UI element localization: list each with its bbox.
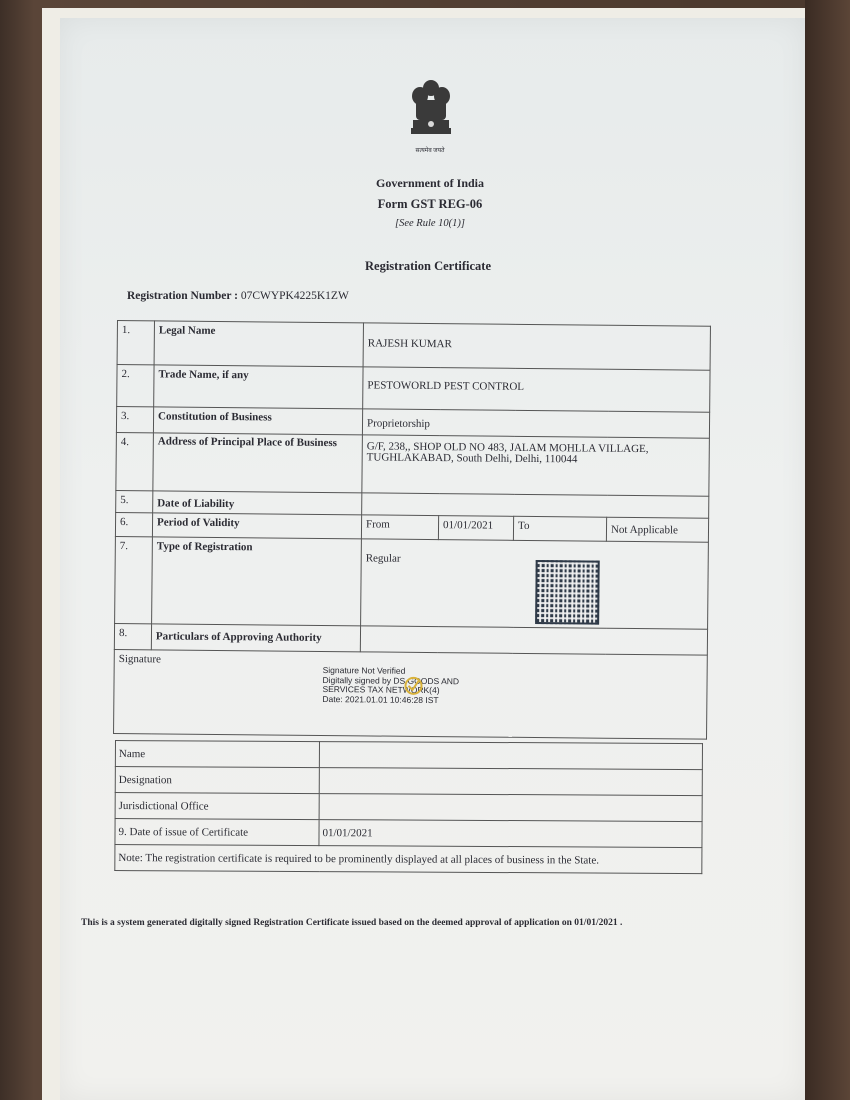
trade-name-value: PESTOWORLD PEST CONTROL (363, 367, 710, 412)
rule-reference: [See Rule 10(1)] (395, 218, 465, 229)
legal-name-label: Legal Name (154, 321, 363, 367)
approving-authority-label: Particulars of Approving Authority (151, 624, 360, 652)
address-value: G/F, 238,, SHOP OLD NO 483, JALAM MOHLLA VILLAGE, TUGHLAKABAD, South Delhi, Delhi, 110044 (362, 435, 710, 496)
trade-name-label: Trade Name, if any (154, 365, 363, 409)
issue-date-value: 01/01/2021 (319, 820, 702, 848)
constitution-label: Constitution of Business (153, 407, 362, 435)
validity-from-label: From (361, 515, 438, 540)
table-row (115, 536, 709, 629)
table-row (117, 321, 710, 371)
registration-number-label: Registration Number : (127, 290, 238, 302)
table-row (115, 845, 702, 874)
table-row (116, 432, 710, 496)
table-row (115, 741, 702, 770)
registration-number-value: 07CWYPK4225K1ZW (240, 290, 349, 302)
jurisdictional-office-label: Jurisdictional Office (115, 793, 319, 820)
row-number: 5. (116, 490, 153, 512)
table-row (117, 365, 710, 413)
period-of-validity-label: Period of Validity (152, 513, 361, 539)
row-number: 4. (116, 432, 154, 490)
validity-to-label: To (513, 516, 606, 541)
display-note: Note: The registration certificate is required to be prominently displayed at all places of business in the State. (115, 845, 702, 874)
validity-to-value: Not Applicable (606, 517, 708, 542)
issue-date-label: 9. Date of issue of Certificate (115, 819, 319, 846)
frame-edge (805, 0, 850, 1100)
name-label: Name (115, 741, 319, 768)
row-number: 8. (114, 623, 151, 649)
table-row (115, 819, 702, 848)
signature-label: Signature (118, 653, 161, 666)
certificate-table (113, 320, 711, 740)
qr-code-icon (535, 560, 600, 625)
type-of-registration-label: Type of Registration (152, 537, 362, 626)
emblem-caption: सत्यमेव जयते (415, 148, 445, 154)
designation-label: Designation (115, 767, 319, 794)
registration-number (127, 290, 349, 302)
signature-cell (114, 649, 708, 739)
authority-table (114, 740, 703, 874)
signature-status: Signature Not Verified (322, 664, 406, 676)
digital-signature-block (322, 666, 459, 705)
table-row (115, 767, 702, 796)
jurisdictional-office-value (319, 794, 702, 822)
row-number: 3. (116, 407, 153, 433)
date-of-liability-label: Date of Liability (153, 491, 362, 515)
signature-signer-2: SERVICES TAX NETWORK(4) (322, 683, 440, 696)
constitution-value: Proprietorship (362, 409, 709, 438)
address-label: Address of Principal Place of Business (153, 433, 363, 493)
type-of-registration-value: Regular (365, 552, 401, 565)
row-number: 1. (117, 321, 154, 365)
approving-authority-value (360, 626, 707, 655)
table-row (114, 649, 708, 739)
legal-name-value: RAJESH KUMAR (363, 323, 710, 370)
type-of-registration-cell (361, 539, 709, 629)
row-number: 7. (115, 536, 153, 623)
name-value (319, 742, 702, 770)
certificate-title: Registration Certificate (365, 259, 491, 273)
system-generated-footer: This is a system generated digitally signed Registration Certificate issued based on the deemed approval of application on 01/01/2021 . (81, 918, 623, 928)
signature-check-icon (402, 675, 424, 697)
row-number: 6. (115, 512, 152, 536)
signature-date: Date: 2021.01.01 10:46:28 IST (322, 693, 439, 705)
header-line-1: Government of India (376, 176, 484, 190)
row-number: 2. (117, 365, 154, 407)
table-row (115, 793, 702, 822)
validity-from-value: 01/01/2021 (438, 516, 513, 541)
designation-value (319, 768, 702, 796)
signature-signer-1: Digitally signed by DS GOODS AND (322, 674, 460, 686)
form-name: Form GST REG-06 (377, 197, 483, 211)
